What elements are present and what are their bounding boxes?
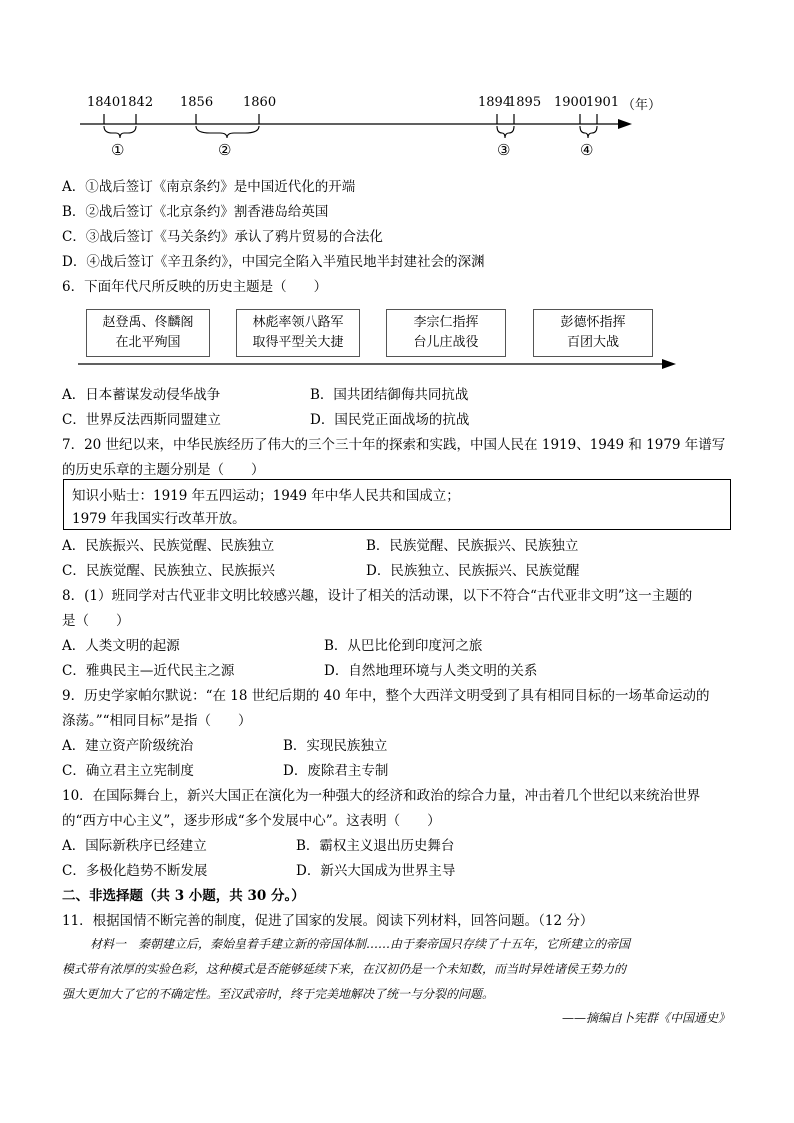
year-1894: 1894 xyxy=(478,95,512,110)
brace-1 xyxy=(104,126,136,138)
q9-stem-line1: 9．历史学家帕尔默说：“在 18 世纪后期的 40 年中，整个大西洋文明受到了具有相同目标的一场革命运动的 xyxy=(62,688,710,704)
q6-option-b: B．国共团结御侮共同抗战 xyxy=(310,387,469,403)
q6-box-1-line2: 在北平殉国 xyxy=(115,335,181,350)
q6-box-3-line1: 李宗仁指挥 xyxy=(413,315,479,330)
q11-material-source: ——摘编自卜宪群《中国通史》 xyxy=(561,1011,730,1025)
q9-option-c: C．确立君主立宪制度 xyxy=(62,763,194,779)
q8-option-c: C．雅典民主—近代民主之源 xyxy=(62,663,235,679)
q8-option-d: D．自然地理环境与人类文明的关系 xyxy=(324,663,538,679)
q7-option-c: C．民族觉醒、民族独立、民族振兴 xyxy=(62,563,275,579)
q5-option-d: D．④战后签订《辛丑条约》，中国完全陷入半殖民地半封建社会的深渊 xyxy=(62,254,485,270)
year-1860: 1860 xyxy=(243,95,277,110)
q11-material-line2: 模式带有浓厚的实验色彩，这种模式是否能够延续下来，在汉初仍是一个未知数，而当时异姓诸侯王势力的 xyxy=(62,962,627,976)
q8-stem-line2: 是（ ） xyxy=(62,613,130,629)
brace-3 xyxy=(497,126,514,138)
q8-option-a: A．人类文明的起源 xyxy=(62,638,180,654)
q9-stem-line2: 涤荡。”“相同目标”是指（ ） xyxy=(62,713,252,729)
q5-option-a: A．①战后签订《南京条约》是中国近代化的开端 xyxy=(62,179,356,195)
q7-tip-line1: 知识小贴士：1919 年五四运动；1949 年中华人民共和国成立； xyxy=(72,488,460,504)
q7-tip-box xyxy=(63,479,731,530)
q6-box-3-line2: 台儿庄战役 xyxy=(413,335,479,350)
q10-stem-line1: 10．在国际舞台上，新兴大国正在演化为一种强大的经济和政治的综合力量，冲击着几个世纪以来统治世界 xyxy=(62,788,701,804)
q7-option-b: B．民族觉醒、民族振兴、民族独立 xyxy=(366,538,579,554)
q11-material-line1: 材料一 秦朝建立后，秦始皇着手建立新的帝国体制……由于秦帝国只存续了十五年，它所建立的帝国 xyxy=(90,937,631,951)
q8-stem-line1: 8．(1）班同学对古代亚非文明比较感兴趣，设计了相关的活动课，以下不符合“古代亚非文明”这一主题的 xyxy=(62,588,693,604)
q9-option-b: B．实现民族独立 xyxy=(283,738,388,754)
q6-box-4 xyxy=(533,309,653,357)
q6-box-4-line1: 彭德怀指挥 xyxy=(560,315,626,330)
marker-4: ④ xyxy=(580,141,594,159)
q10-option-a: A．国际新秩序已经建立 xyxy=(62,838,207,854)
q7-stem-line2: 的历史乐章的主题分别是（ ） xyxy=(62,462,265,478)
year-1895: 1895 xyxy=(508,95,542,110)
q10-stem-line2: 的“西方中心主义”，逐步形成“多个发展中心”。这表明（ ） xyxy=(62,813,441,829)
q8-option-b: B．从巴比伦到印度河之旅 xyxy=(324,638,483,654)
q5-option-c: C．③战后签订《马关条约》承认了鸦片贸易的合法化 xyxy=(62,229,383,245)
year-unit: （年） xyxy=(622,98,662,113)
q9-option-d: D．废除君主专制 xyxy=(283,763,389,779)
q5-option-b: B．②战后签订《北京条约》割香港岛给英国 xyxy=(62,204,329,220)
q6-option-a: A．日本蓄谋发动侵华战争 xyxy=(62,387,221,403)
q6-box-3 xyxy=(386,309,506,357)
q6-box-2-line2: 取得平型关大捷 xyxy=(252,335,344,350)
q6-box-2 xyxy=(236,309,360,357)
marker-2: ② xyxy=(218,141,232,159)
q7-tip-line2: 1979 年我国实行改革开放。 xyxy=(72,511,246,527)
q7-stem-line1: 7．20 世纪以来，中华民族经历了伟大的三个三十年的探索和实践，中国人民在 1919、1949 和 1979 年谱写 xyxy=(62,437,726,453)
year-1856: 1856 xyxy=(180,95,214,110)
q6-box-1-line1: 赵登禹、佟麟阁 xyxy=(102,315,194,330)
brace-4 xyxy=(580,126,597,138)
year-1900: 1900 xyxy=(554,95,588,110)
year-1842: 1842 xyxy=(120,95,154,110)
q6-stem: 6．下面年代尺所反映的历史主题是（ ） xyxy=(62,279,328,295)
year-1901: 1901 xyxy=(586,95,620,110)
q6-option-c: C．世界反法西斯同盟建立 xyxy=(62,412,221,428)
q9-option-a: A．建立资产阶级统治 xyxy=(62,738,194,754)
q6-box-4-line2: 百团大战 xyxy=(566,335,619,350)
year-1840: 1840 xyxy=(87,95,121,110)
q10-option-d: D．新兴大国成为世界主导 xyxy=(296,863,456,879)
q6-box-2-line1: 林彪率领八路军 xyxy=(252,315,344,330)
q10-option-b: B．霸权主义退出历史舞台 xyxy=(296,838,455,854)
q7-option-a: A．民族振兴、民族觉醒、民族独立 xyxy=(62,538,275,554)
q7-option-d: D．民族独立、民族振兴、民族觉醒 xyxy=(366,563,580,579)
brace-2 xyxy=(196,126,259,138)
marker-3: ③ xyxy=(497,141,511,159)
q6-option-d: D．国民党正面战场的抗战 xyxy=(310,412,470,428)
q11-stem: 11．根据国情不断完善的制度，促进了国家的发展。阅读下列材料，回答问题。（12 分） xyxy=(62,913,594,929)
q11-material-line3: 强大更加大了它的不确定性。至汉武帝时，终于完美地解决了统一与分裂的问题。 xyxy=(62,987,495,1001)
marker-1: ① xyxy=(111,141,125,159)
timeline-arrow xyxy=(618,119,632,129)
q6-box-1 xyxy=(86,309,210,357)
section-2-heading: 二、非选择题（共 3 小题，共 30 分。） xyxy=(62,888,305,904)
q10-option-c: C．多极化趋势不断发展 xyxy=(62,863,208,879)
q6-ruler-arrow xyxy=(662,359,676,369)
